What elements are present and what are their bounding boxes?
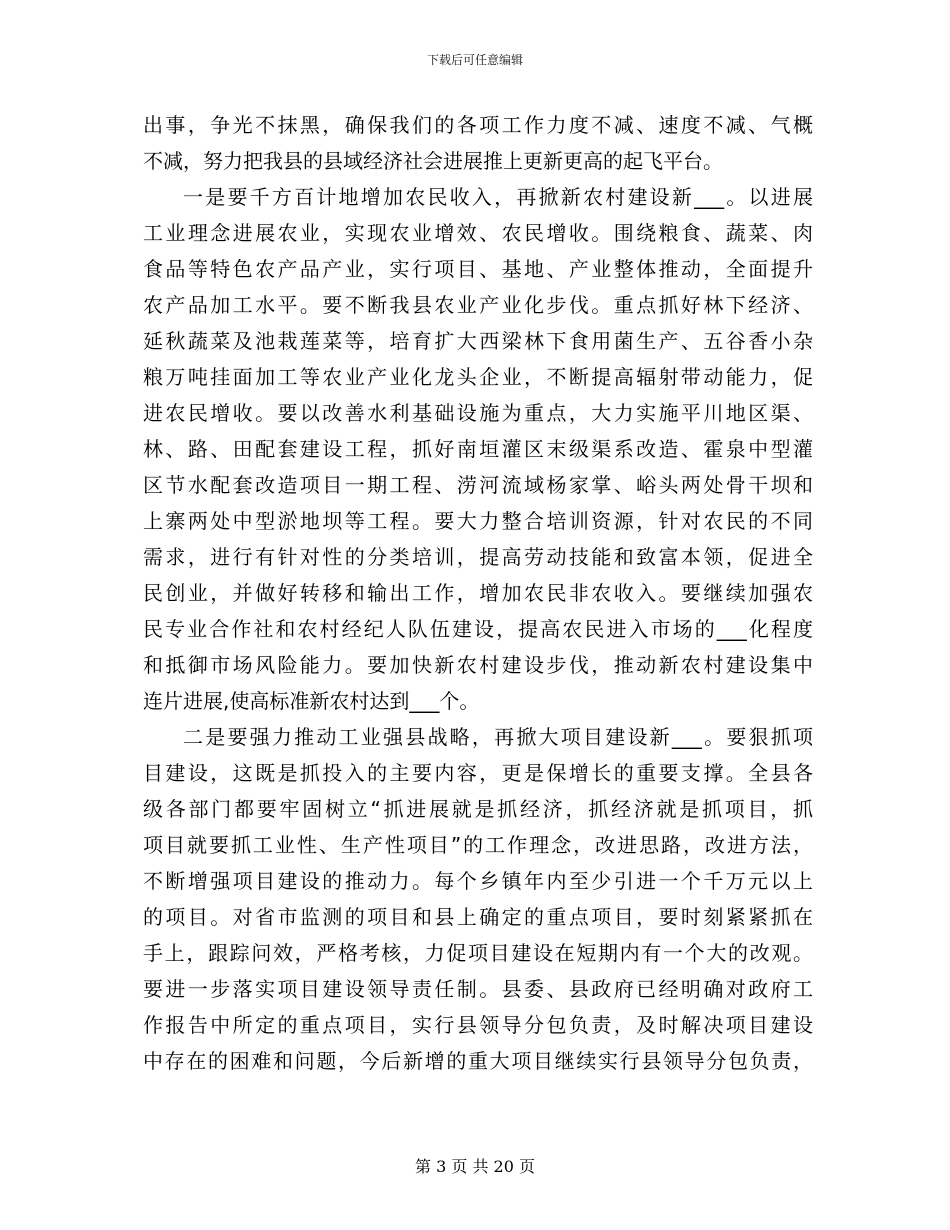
text-line: 需求，进行有针对性的分类培训，提高劳动技能和致富本领，促进全 — [143, 545, 813, 569]
text-line: 出事，争光不抹黑，确保我们的各项工作力度不减、速度不减、气概 — [143, 113, 813, 137]
text-line: 民专业合作社和农村经纪人队伍建设，提高农民进入市场的___化程度 — [143, 617, 813, 641]
text-line: 民创业，并做好转移和输出工作，增加农民非农收入。要继续加强农 — [143, 581, 813, 605]
text-line: 手上，跟踪问效，严格考核，力促项目建设在短期内有一个大的改观。 — [143, 941, 813, 965]
text-line: 和抵御市场风险能力。要加快新农村建设步伐，推动新农村建设集中 — [143, 653, 813, 677]
text-line: 进农民增收。要以改善水利基础设施为重点，大力实施平川地区渠、 — [143, 401, 813, 425]
page-number-footer: 第 3 页 共 20 页 — [415, 1157, 535, 1176]
text-line: 项目就要抓工业性、生产性项目”的工作理念，改进思路，改进方法， — [143, 833, 813, 857]
text-line: 林、路、田配套建设工程，抓好南垣灌区末级渠系改造、霍泉中型灌 — [143, 437, 813, 461]
text-line: 不断增强项目建设的推动力。每个乡镇年内至少引进一个千万元以上 — [143, 869, 813, 893]
text-line: 级各部门都要牢固树立“抓进展就是抓经济，抓经济就是抓项目，抓 — [143, 797, 813, 821]
text-line: 粮万吨挂面加工等农业产业化龙头企业，不断提高辐射带动能力，促 — [143, 365, 813, 389]
paragraph-start-line: 二是要强力推动工业强县战略，再掀大项目建设新___。要狠抓项 — [183, 725, 813, 749]
text-line: 延秋蔬菜及池栽莲菜等，培育扩大西梁林下食用菌生产、五谷香小杂 — [143, 329, 813, 353]
text-line: 农产品加工水平。要不断我县农业产业化步伐。重点抓好林下经济、 — [143, 293, 813, 317]
text-line: 作报告中所定的重点项目，实行县领导分包负责，及时解决项目建设 — [143, 1013, 813, 1037]
text-line: 要进一步落实项目建设领导责任制。县委、县政府已经明确对政府工 — [143, 977, 813, 1001]
text-line: 连片进展,使高标准新农村达到___个。 — [143, 689, 480, 713]
text-line: 食品等特色农产品产业，实行项目、基地、产业整体推动，全面提升 — [143, 257, 813, 281]
text-line: 上寨两处中型淤地坝等工程。要大力整合培训资源，针对农民的不同 — [143, 509, 813, 533]
paragraph-start-line: 一是要千方百计地增加农民收入，再掀新农村建设新___。以进展 — [183, 185, 813, 209]
page-header: 下载后可任意编辑 — [426, 53, 523, 67]
text-line: 区节水配套改造项目一期工程、涝河流域杨家掌、峪头两处骨干坝和 — [143, 473, 813, 497]
text-line: 的项目。对省市监测的项目和县上确定的重点项目，要时刻紧紧抓在 — [143, 905, 813, 929]
text-line: 工业理念进展农业，实现农业增效、农民增收。围绕粮食、蔬菜、肉 — [143, 221, 813, 245]
text-line: 不减，努力把我县的县域经济社会进展推上更新更高的起飞平台。 — [143, 149, 723, 173]
text-line: 中存在的困难和问题，今后新增的重大项目继续实行县领导分包负责， — [143, 1049, 813, 1073]
text-line: 目建设，这既是抓投入的主要内容，更是保增长的重要支撑。全县各 — [143, 761, 813, 785]
